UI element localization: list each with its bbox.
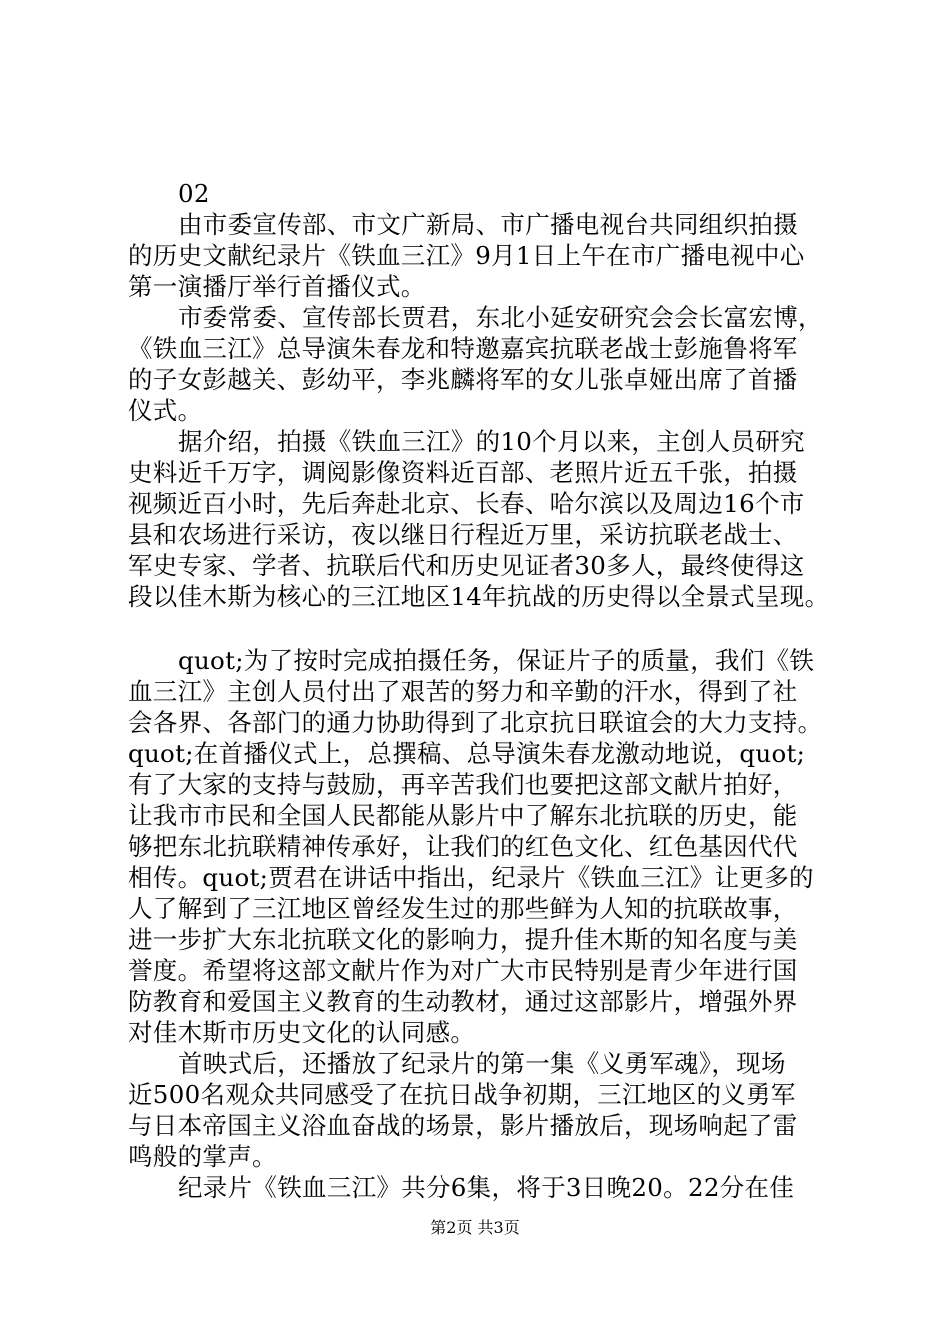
paragraph-line: 的历史文献纪录片《铁血三江》9月1日上午在市广播电视中心 (128, 241, 805, 270)
paragraph-line: 相传。quot;贾君在讲话中指出，纪录片《铁血三江》让更多的 (128, 863, 814, 892)
paragraph-line: 市委常委、宣传部长贾君，东北小延安研究会会长富宏博， (178, 303, 823, 332)
paragraph-line: 的子女彭越关、彭幼平，李兆麟将军的女儿张卓娅出席了首播 (128, 365, 798, 394)
page-number-footer: 第2页 共3页 (430, 1218, 520, 1237)
paragraph-line: 第一演播厅举行首播仪式。 (128, 272, 426, 301)
paragraph-line: 对佳木斯市历史文化的认同感。 (128, 1018, 476, 1047)
paragraph-line: 史料近千万字，调阅影像资料近百部、老照片近五千张，拍摄 (128, 458, 798, 487)
paragraph-line: 视频近百小时，先后奔赴北京、长春、哈尔滨以及周边16个市 (128, 489, 805, 518)
paragraph-line: 由市委宣传部、市文广新局、市广播电视台共同组织拍摄 (178, 210, 798, 239)
paragraph-line: 让我市市民和全国人民都能从影片中了解东北抗联的历史，能 (128, 801, 798, 830)
paragraph-line: 有了大家的支持与鼓励，再辛苦我们也要把这部文献片拍好， (128, 770, 798, 799)
paragraph-line: 军史专家、学者、抗联后代和历史见证者30多人，最终使得这 (128, 551, 805, 580)
paragraph-line: 人了解到了三江地区曾经发生过的那些鲜为人知的抗联故事， (128, 894, 798, 923)
paragraph-line: 仪式。 (128, 396, 203, 425)
paragraph-line: 《铁血三江》总导演朱春龙和特邀嘉宾抗联老战士彭施鲁将军 (128, 334, 798, 363)
paragraph-line: quot;在首播仪式上，总撰稿、总导演朱春龙激动地说，quot; (128, 739, 806, 768)
paragraph-line: 防教育和爱国主义教育的生动教材，通过这部影片，增强外界 (128, 987, 798, 1016)
paragraph-line: 与日本帝国主义浴血奋战的场景，影片播放后，现场响起了雷 (128, 1111, 798, 1140)
paragraph-line: 近500名观众共同感受了在抗日战争初期，三江地区的义勇军 (128, 1080, 796, 1109)
paragraph-line: quot;为了按时完成拍摄任务，保证片子的质量，我们《铁 (178, 646, 815, 675)
paragraph-line: 据介绍，拍摄《铁血三江》的10个月以来，主创人员研究 (178, 427, 805, 456)
paragraph-line: 够把东北抗联精神传承好，让我们的红色文化、红色基因代代 (128, 832, 798, 861)
paragraph-line: 血三江》主创人员付出了艰苦的努力和辛勤的汗水，得到了社 (128, 677, 798, 706)
paragraph-line: 县和农场进行采访，夜以继日行程近万里，采访抗联老战士、 (128, 520, 798, 549)
section-number: 02 (178, 179, 210, 208)
paragraph-line: 首映式后，还播放了纪录片的第一集《义勇军魂》，现场 (178, 1049, 786, 1078)
paragraph-line: 会各界、各部门的通力协助得到了北京抗日联谊会的大力支持。 (128, 708, 823, 737)
paragraph-line: 段以佳木斯为核心的三江地区14年抗战的历史得以全景式呈现。 (128, 582, 830, 611)
paragraph-line: 鸣般的掌声。 (128, 1142, 277, 1171)
paragraph-line: 进一步扩大东北抗联文化的影响力，提升佳木斯的知名度与美 (128, 925, 798, 954)
paragraph-line: 纪录片《铁血三江》共分6集，将于3日晚20。22分在佳 (178, 1173, 795, 1202)
paragraph-line: 誉度。希望将这部文献片作为对广大市民特别是青少年进行国 (128, 956, 798, 985)
